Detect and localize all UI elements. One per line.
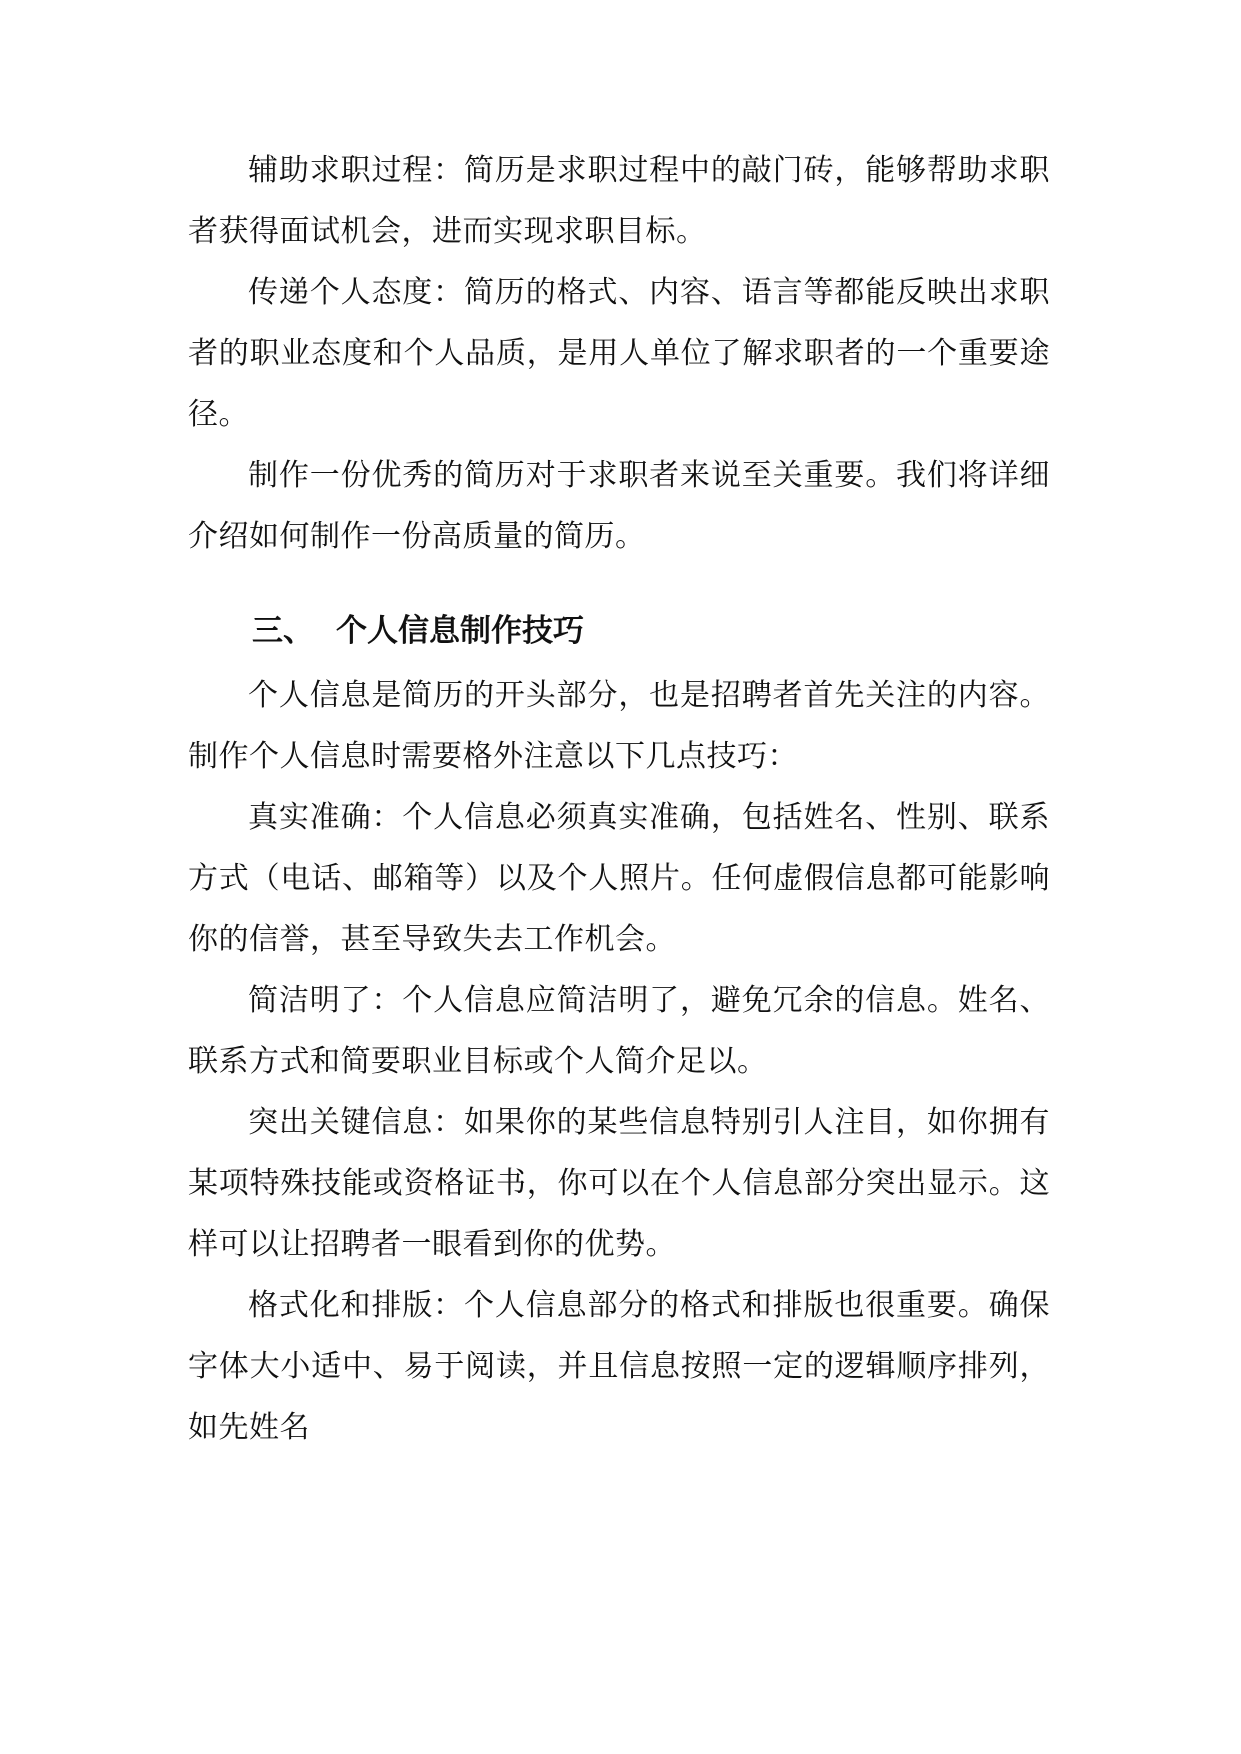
paragraph-importance-summary: 制作一份优秀的简历对于求职者来说至关重要。我们将详细介绍如何制作一份高质量的简历。 <box>188 458 1050 554</box>
paragraph-truthful-accurate: 真实准确：个人信息必须真实准确，包括姓名、性别、联系方式（电话、邮箱等）以及个人照片。任何虚假信息都可能影响你的信誉，甚至导致失去工作机会。 <box>188 800 1050 957</box>
document-body <box>188 140 1050 1458</box>
paragraph-assist-job-search: 辅助求职过程：简历是求职过程中的敲门砖，能够帮助求职者获得面试机会，进而实现求职目标。 <box>188 153 1050 249</box>
paragraph-formatting-layout: 格式化和排版：个人信息部分的格式和排版也很重要。确保字体大小适中、易于阅读，并且信息按照一定的逻辑顺序排列，如先姓名 <box>188 1288 1050 1445</box>
section-number: 三、 <box>252 613 314 649</box>
section-heading <box>188 597 1050 665</box>
paragraph-concise-clear: 简洁明了：个人信息应简洁明了，避免冗余的信息。姓名、联系方式和简要职业目标或个人简介足以。 <box>188 983 1050 1079</box>
paragraph-highlight-key-info: 突出关键信息：如果你的某些信息特别引人注目，如你拥有某项特殊技能或资格证书，你可以在个人信息部分突出显示。这样可以让招聘者一眼看到你的优势。 <box>188 1105 1050 1262</box>
paragraph-convey-attitude: 传递个人态度：简历的格式、内容、语言等都能反映出求职者的职业态度和个人品质，是用人单位了解求职者的一个重要途径。 <box>188 275 1050 432</box>
section-title: 个人信息制作技巧 <box>336 613 584 649</box>
paragraph-personal-info-intro: 个人信息是简历的开头部分，也是招聘者首先关注的内容。制作个人信息时需要格外注意以下几点技巧： <box>188 678 1050 774</box>
